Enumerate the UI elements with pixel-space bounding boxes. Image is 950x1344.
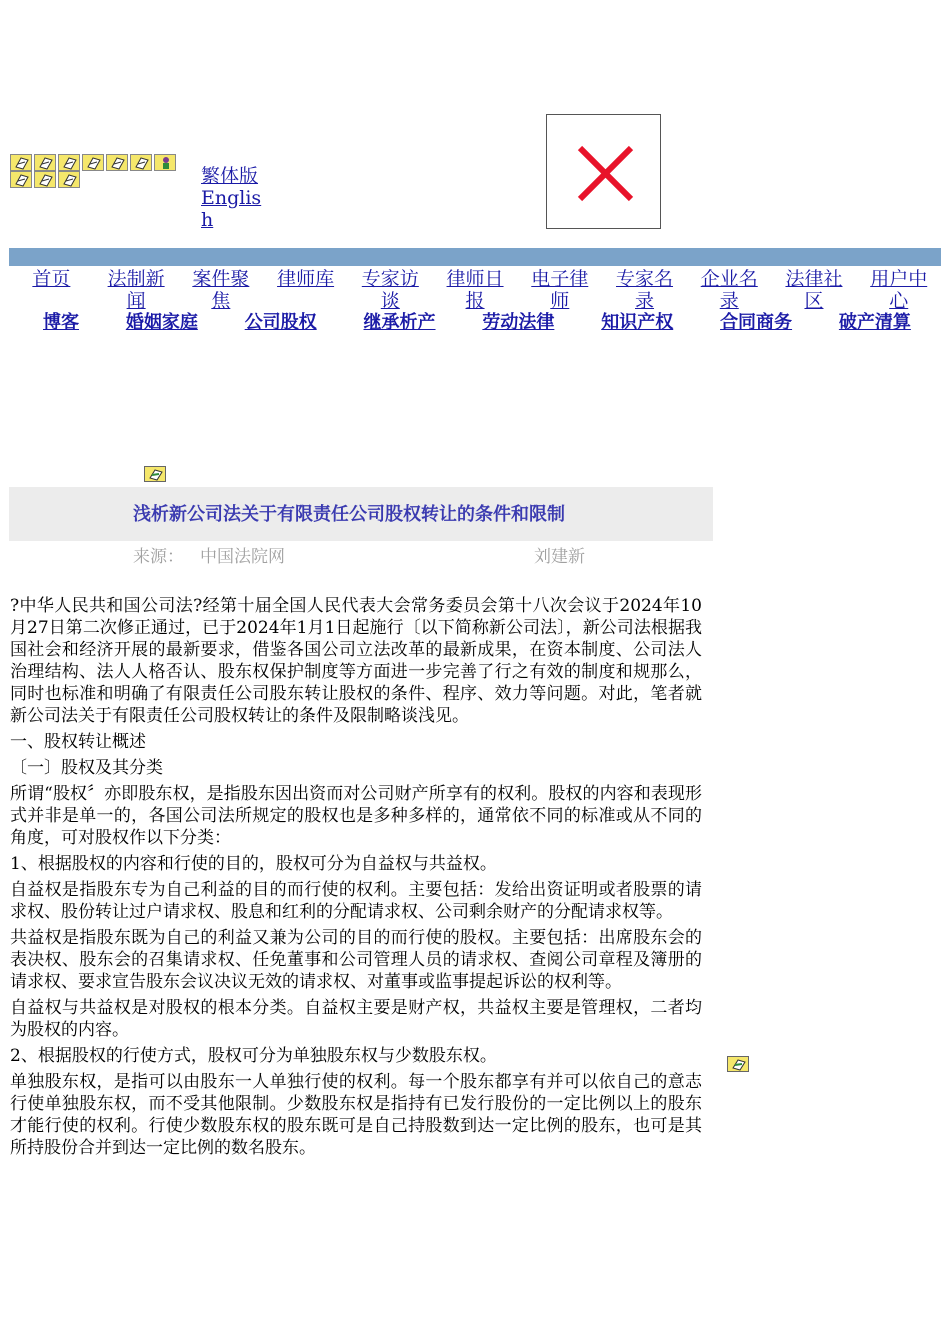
article-paragraph: ?中华人民共和国公司法?经第十届全国人民代表大会常务委员会第十八次会议于2024年10月27日第二次修正通过，已于2024年1月1日起施行〔以下简称新公司法〕，新公司法根据我国社会和经济开展的最新要求，借鉴各国公司立法改革的最新成果，在资本制度、公司法人治理结构、法人人格否认、股东权保护制度等方面进一步完善了行之有效的制度和规那么，同时也标准和明确了有限责任公司股东转让股权的条件、程序、效力等问题。对此，笔者就新公司法关于有限责任公司股权转让的条件及限制略谈浅见。 [10, 596, 702, 726]
source-label: 来源： [133, 547, 184, 567]
broken-image-icon [546, 114, 661, 229]
nav-lawyer-daily[interactable]: 律师日报 [446, 268, 504, 312]
scroll-icon[interactable] [34, 171, 56, 188]
scroll-icon[interactable] [58, 154, 80, 171]
nav-blog[interactable]: 博客 [43, 312, 79, 333]
scroll-icon[interactable] [82, 154, 104, 171]
article-paragraph: 共益权是指股东既为自己的利益又兼为公司的目的而行使的股权。主要包括：出席股东会的表决权、股东会的召集请求权、任免董事和公司管理人员的请求权、查阅公司章程及簿册的请求权、要求宣告股东会议决议无效的请求权、对董事或监事提起诉讼的权利等。 [10, 928, 702, 992]
article-paragraph: 自益权与共益权是对股权的根本分类。自益权主要是财产权，共益权主要是管理权，二者均为股权的内容。 [10, 998, 702, 1040]
category-nav [9, 312, 941, 334]
nav-e-lawyer[interactable]: 电子律师 [531, 268, 589, 312]
nav-user-center[interactable]: 用户中心 [870, 268, 928, 312]
scroll-icon[interactable] [58, 171, 80, 188]
scroll-icon[interactable] [130, 154, 152, 171]
scroll-icon[interactable] [34, 154, 56, 171]
article-paragraph: 所谓“股权〞亦即股东权，是指股东因出资而对公司财产所享有的权利。股权的内容和表现形式并非是单一的，各国公司法所规定的股权也是多种多样的，通常依不同的标准或从不同的角度，可对股权作以下分类： [10, 784, 702, 848]
nav-home[interactable]: 首页 [32, 268, 71, 290]
nav-company-equity[interactable]: 公司股权 [244, 312, 317, 333]
main-nav [9, 268, 941, 312]
article-title-bar [9, 487, 713, 541]
source-value: 中国法院网 [200, 547, 285, 567]
language-links [201, 165, 263, 231]
nav-expert-directory[interactable]: 专家名录 [616, 268, 674, 312]
nav-legal-community[interactable]: 法律社区 [785, 268, 843, 312]
article-paragraph: 2、根据股权的行使方式，股权可分为单独股东权与少数股东权。 [10, 1046, 497, 1066]
scroll-icon[interactable] [106, 154, 128, 171]
nav-business-directory[interactable]: 企业名录 [700, 268, 758, 312]
nav-inheritance[interactable]: 继承析产 [363, 312, 436, 333]
english-link[interactable]: English [201, 187, 262, 231]
article-paragraph: 自益权是指股东专为自己利益的目的而行使的权利。主要包括：发给出资证明或者股票的请求权、股份转让过户请求权、股息和红利的分配请求权、公司剩余财产的分配请求权等。 [10, 880, 702, 922]
nav-contract-commerce[interactable]: 合同商务 [720, 312, 793, 333]
figure-icon[interactable] [154, 154, 176, 171]
article-paragraph: 1、根据股权的内容和行使的目的，股权可分为自益权与共益权。 [10, 854, 497, 874]
nav-separator-bar [9, 248, 941, 266]
icon-row-top [10, 154, 180, 171]
header-icon-strip [10, 154, 180, 188]
icon-row-bottom [10, 171, 180, 188]
article-paragraph: 〔一〕股权及其分类 [10, 758, 163, 778]
scroll-icon [727, 1056, 749, 1072]
nav-marriage-family[interactable]: 婚姻家庭 [125, 312, 198, 333]
scroll-icon[interactable] [10, 171, 32, 188]
nav-legal-news[interactable]: 法制新闻 [107, 268, 165, 312]
nav-case-focus[interactable]: 案件聚焦 [192, 268, 250, 312]
nav-lawyer-library[interactable]: 律师库 [277, 268, 335, 290]
article-paragraph: 一、股权转让概述 [10, 732, 146, 752]
article-title: 浅析新公司法关于有限责任公司股权转让的条件和限制 [133, 504, 565, 525]
article-body [10, 595, 702, 1163]
traditional-chinese-link[interactable]: 繁体版 [201, 165, 259, 187]
scroll-icon [144, 466, 166, 482]
scroll-icon[interactable] [10, 154, 32, 171]
article-paragraph: 单独股东权，是指可以由股东一人单独行使的权利。每一个股东都享有并可以依自己的意志行使单独股东权，而不受其他限制。少数股东权是指持有已发行股份的一定比例以上的股东才能行使的权利。行使少数股东权的股东既可是自己持股数到达一定比例的股东，也可是其所持股份合并到达一定比例的数名股东。 [10, 1072, 702, 1158]
nav-labor-law[interactable]: 劳动法律 [482, 312, 555, 333]
nav-intellectual-property[interactable]: 知识产权 [601, 312, 674, 333]
nav-bankruptcy[interactable]: 破产清算 [838, 312, 911, 333]
author-name: 刘建新 [534, 547, 585, 567]
nav-expert-interview[interactable]: 专家访谈 [361, 268, 419, 312]
